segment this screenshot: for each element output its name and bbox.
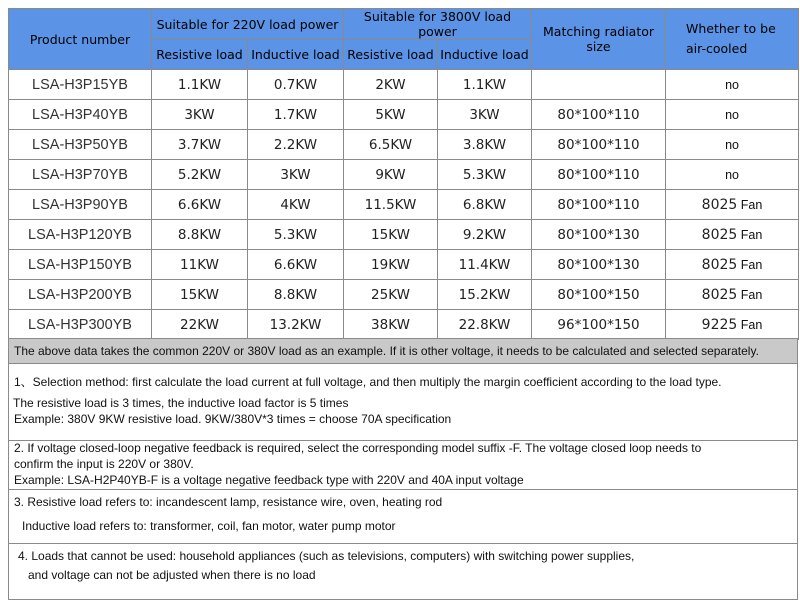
cell-radiator: 80*100*110 <box>532 190 666 220</box>
cell-220-inductive: 6.6KW <box>248 250 344 280</box>
air-cooled-value: no <box>725 167 739 182</box>
cell-air-cooled <box>666 250 799 280</box>
cell-220-resistive: 15KW <box>152 280 248 310</box>
header-380-inductive: Inductive load <box>438 40 532 70</box>
cell-220-resistive: 3.7KW <box>152 130 248 160</box>
note-1-line-1: 1、Selection method: first calculate the load current at full voltage, and then multiply the margin coefficient according to the load type. <box>14 375 722 389</box>
cell-380-inductive: 3.8KW <box>438 130 532 160</box>
cell-air-cooled <box>666 100 799 130</box>
table-row <box>9 250 799 280</box>
table-row <box>9 100 799 130</box>
note-2-line-1: 2. If voltage closed-loop negative feedback is required, select the corresponding model suffix -F. The voltage closed loop needs to <box>14 441 702 455</box>
air-cooled-value: Fan <box>740 317 763 332</box>
cell-radiator: 80*100*110 <box>532 130 666 160</box>
cell-220-resistive: 8.8KW <box>152 220 248 250</box>
note-4-line-2: and voltage can not be adjusted when there is no load <box>28 568 316 582</box>
cell-radiator: 96*100*150 <box>532 310 666 340</box>
cell-380-inductive: 9.2KW <box>438 220 532 250</box>
cell-model: LSA-H3P50YB <box>9 130 152 160</box>
cell-220-resistive: 11KW <box>152 250 248 280</box>
cell-radiator: 80*100*150 <box>532 280 666 310</box>
cell-380-inductive: 15.2KW <box>438 280 532 310</box>
table-row <box>9 280 799 310</box>
air-cooled-value: Fan <box>740 197 763 212</box>
note-2-line-2: confirm the input is 220V or 380V. <box>14 457 194 471</box>
cell-380-inductive: 6.8KW <box>438 190 532 220</box>
note-3-line-1: 3. Resistive load refers to: incandescent lamp, resistance wire, oven, heating rod <box>14 495 443 509</box>
cell-radiator <box>532 70 666 100</box>
cell-380-resistive: 38KW <box>344 310 438 340</box>
table-row <box>9 310 799 340</box>
cell-model: LSA-H3P120YB <box>9 220 152 250</box>
cell-radiator: 80*100*130 <box>532 250 666 280</box>
air-cooled-value: no <box>725 137 739 152</box>
cell-220-resistive: 6.6KW <box>152 190 248 220</box>
cell-380-resistive: 9KW <box>344 160 438 190</box>
header-220-resistive: Resistive load <box>152 40 248 70</box>
cell-380-inductive: 22.8KW <box>438 310 532 340</box>
header-product-number: Product number <box>9 9 152 70</box>
note-4-line-1: 4. Loads that cannot be used: household appliances (such as televisions, computers) with switching power supplies, <box>18 549 635 563</box>
cell-model: LSA-H3P300YB <box>9 310 152 340</box>
cell-air-cooled <box>666 220 799 250</box>
header-380v-group: Suitable for 3800V load power <box>344 9 532 40</box>
note-selection-method <box>8 364 798 441</box>
table-row <box>9 130 799 160</box>
cell-220-resistive: 5.2KW <box>152 160 248 190</box>
cell-220-inductive: 1.7KW <box>248 100 344 130</box>
cell-220-resistive: 1.1KW <box>152 70 248 100</box>
header-air-cooled-label: Whether to be air-cooled <box>686 21 776 56</box>
cell-380-resistive: 11.5KW <box>344 190 438 220</box>
air-cooled-value: no <box>725 107 739 122</box>
cell-220-inductive: 3KW <box>248 160 344 190</box>
table-row <box>9 190 799 220</box>
air-cooled-value: Fan <box>740 287 763 302</box>
cell-220-inductive: 2.2KW <box>248 130 344 160</box>
header-380-resistive: Resistive load <box>344 40 438 70</box>
air-cooled-value: no <box>725 77 739 92</box>
cell-radiator: 80*100*110 <box>532 100 666 130</box>
cell-380-resistive: 6.5KW <box>344 130 438 160</box>
table-row <box>9 160 799 190</box>
cell-380-inductive: 5.3KW <box>438 160 532 190</box>
fan-model: 8025 <box>701 286 738 303</box>
cell-380-resistive: 15KW <box>344 220 438 250</box>
cell-model: LSA-H3P70YB <box>9 160 152 190</box>
cell-radiator: 80*100*110 <box>532 160 666 190</box>
cell-air-cooled <box>666 280 799 310</box>
cell-380-inductive: 11.4KW <box>438 250 532 280</box>
cell-220-resistive: 3KW <box>152 100 248 130</box>
header-air-cooled <box>666 9 799 70</box>
table-row <box>9 70 799 100</box>
spec-sheet <box>8 8 798 600</box>
table-row <box>9 220 799 250</box>
cell-air-cooled <box>666 190 799 220</box>
cell-model: LSA-H3P90YB <box>9 190 152 220</box>
cell-220-resistive: 22KW <box>152 310 248 340</box>
cell-air-cooled <box>666 160 799 190</box>
voltage-notice: The above data takes the common 220V or 380V load as an example. If it is other voltage, it needs to be calculated and selected separately. <box>8 338 798 364</box>
cell-air-cooled <box>666 310 799 340</box>
cell-220-inductive: 8.8KW <box>248 280 344 310</box>
note-2-line-3: Example: LSA-H2P40YB-F is a voltage negative feedback type with 220V and 40A input voltage <box>14 473 524 487</box>
fan-model: 9225 <box>701 316 738 333</box>
cell-220-inductive: 4KW <box>248 190 344 220</box>
cell-model: LSA-H3P15YB <box>9 70 152 100</box>
cell-air-cooled <box>666 130 799 160</box>
note-1-line-2: The resistive load is 3 times, the inductive load factor is 5 times <box>13 396 349 410</box>
note-1-line-3: Example: 380V 9KW resistive load. 9KW/380V*3 times = choose 70A specification <box>14 412 452 426</box>
note-3-line-2: Inductive load refers to: transformer, coil, fan motor, water pump motor <box>22 519 396 533</box>
cell-380-inductive: 3KW <box>438 100 532 130</box>
header-220v-group: Suitable for 220V load power <box>152 9 344 40</box>
cell-380-inductive: 1.1KW <box>438 70 532 100</box>
cell-model: LSA-H3P200YB <box>9 280 152 310</box>
spec-table <box>8 8 799 340</box>
cell-380-resistive: 25KW <box>344 280 438 310</box>
note-unsupported-loads <box>8 544 798 600</box>
header-220-inductive: Inductive load <box>248 40 344 70</box>
air-cooled-value: Fan <box>740 227 763 242</box>
cell-380-resistive: 2KW <box>344 70 438 100</box>
fan-model: 8025 <box>701 226 738 243</box>
cell-220-inductive: 13.2KW <box>248 310 344 340</box>
cell-380-resistive: 5KW <box>344 100 438 130</box>
cell-220-inductive: 5.3KW <box>248 220 344 250</box>
note-load-types <box>8 490 798 544</box>
cell-radiator: 80*100*130 <box>532 220 666 250</box>
air-cooled-value: Fan <box>740 257 763 272</box>
cell-220-inductive: 0.7KW <box>248 70 344 100</box>
fan-model: 8025 <box>701 196 738 213</box>
header-radiator-size: Matching radiator size <box>532 9 666 70</box>
cell-model: LSA-H3P40YB <box>9 100 152 130</box>
fan-model: 8025 <box>701 256 738 273</box>
cell-380-resistive: 19KW <box>344 250 438 280</box>
cell-model: LSA-H3P150YB <box>9 250 152 280</box>
cell-air-cooled <box>666 70 799 100</box>
note-voltage-feedback <box>8 441 798 490</box>
